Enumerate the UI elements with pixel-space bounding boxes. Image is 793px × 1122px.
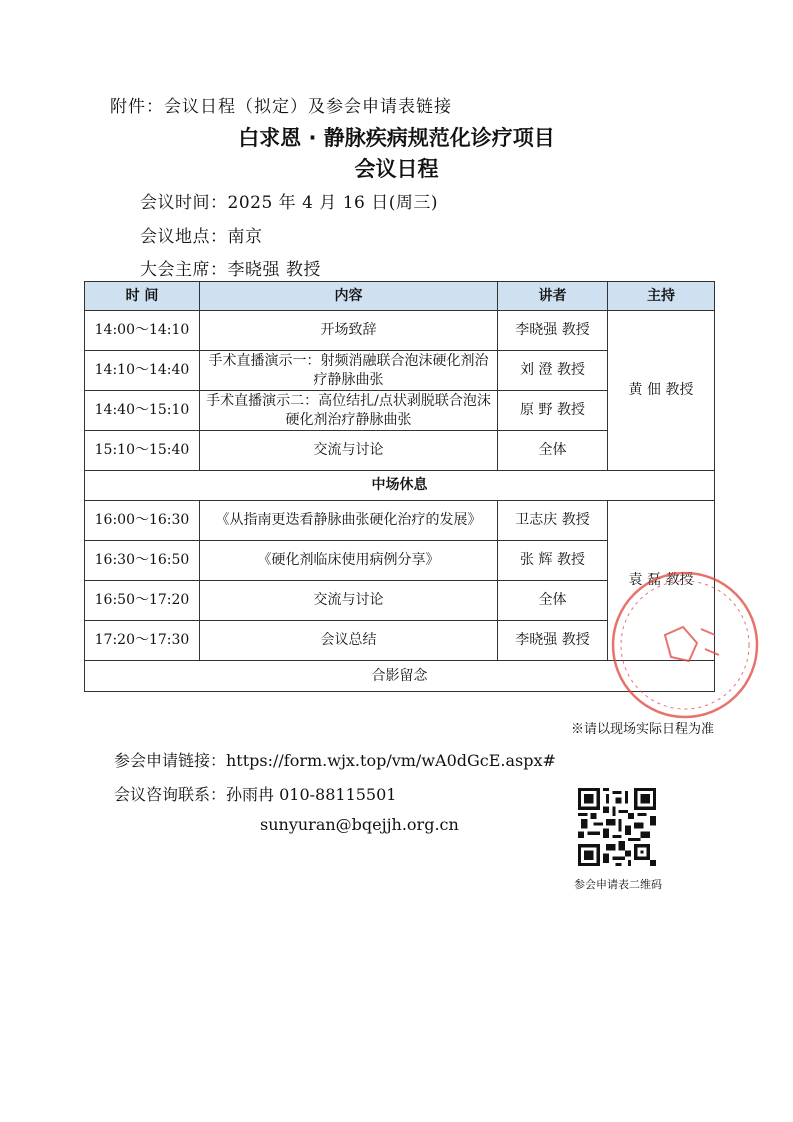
meeting-place: 会议地点：南京 — [140, 227, 263, 247]
break-label: 中场休息 — [85, 471, 715, 501]
meeting-chair: 大会主席：李晓强 教授 — [140, 260, 321, 280]
speaker-cell: 李晓强 教授 — [498, 311, 608, 351]
host-cell-2: 袁 磊 教授 — [608, 501, 715, 661]
speaker-cell: 李晓强 教授 — [498, 621, 608, 661]
time-cell: 15:10～15:40 — [85, 431, 200, 471]
time-cell: 14:40～15:10 — [85, 391, 200, 431]
time-cell: 17:20～17:30 — [85, 621, 200, 661]
content-cell: 《从指南更迭看静脉曲张硬化治疗的发展》 — [200, 501, 498, 541]
header-time: 时 间 — [85, 282, 200, 311]
speaker-cell: 卫志庆 教授 — [498, 501, 608, 541]
header-host: 主持 — [608, 282, 715, 311]
content-cell: 手术直播演示一：射频消融联合泡沫硬化剂治疗静脉曲张 — [200, 351, 498, 391]
main-title: 白求恩 · 静脉疾病规范化诊疗项目 — [238, 126, 555, 150]
content-cell: 《硬化剂临床使用病例分享》 — [200, 541, 498, 581]
contact-info: 会议咨询联系：孙雨冉 010-88115501 — [114, 785, 397, 804]
speaker-cell: 刘 澄 教授 — [498, 351, 608, 391]
content-cell: 会议总结 — [200, 621, 498, 661]
qr-code-icon[interactable] — [578, 788, 656, 866]
qr-caption: 参会申请表二维码 — [574, 878, 662, 891]
table-row — [85, 501, 715, 541]
speaker-cell: 全体 — [498, 431, 608, 471]
schedule-note: ※请以现场实际日程为准 — [570, 722, 714, 737]
attachment-title: 附件：会议日程（拟定）及参会申请表链接 — [110, 97, 452, 117]
content-cell: 交流与讨论 — [200, 581, 498, 621]
content-cell: 交流与讨论 — [200, 431, 498, 471]
time-cell: 14:00～14:10 — [85, 311, 200, 351]
meeting-time: 会议时间：2025 年 4 月 16 日(周三) — [140, 193, 438, 213]
time-cell: 14:10～14:40 — [85, 351, 200, 391]
contact-email[interactable]: sunyuran@bqejjh.org.cn — [260, 815, 459, 834]
registration-link[interactable]: 参会申请链接：https://form.wjx.top/vm/wA0dGcE.aspx# — [114, 751, 556, 770]
table-row — [85, 311, 715, 351]
speaker-cell: 全体 — [498, 581, 608, 621]
time-cell: 16:00～16:30 — [85, 501, 200, 541]
sub-title: 会议日程 — [354, 157, 439, 181]
time-cell: 16:50～17:20 — [85, 581, 200, 621]
time-cell: 16:30～16:50 — [85, 541, 200, 581]
speaker-cell: 原 野 教授 — [498, 391, 608, 431]
header-speaker: 讲者 — [498, 282, 608, 311]
header-content: 内容 — [200, 282, 498, 311]
content-cell: 开场致辞 — [200, 311, 498, 351]
table-header-row — [85, 282, 715, 311]
photo-label: 合影留念 — [85, 661, 715, 692]
photo-row — [85, 661, 715, 692]
host-cell-1: 黄 佃 教授 — [608, 311, 715, 471]
content-cell: 手术直播演示二：高位结扎/点状剥脱联合泡沫硬化剂治疗静脉曲张 — [200, 391, 498, 431]
break-row — [85, 471, 715, 501]
speaker-cell: 张 辉 教授 — [498, 541, 608, 581]
schedule-table — [84, 281, 715, 692]
